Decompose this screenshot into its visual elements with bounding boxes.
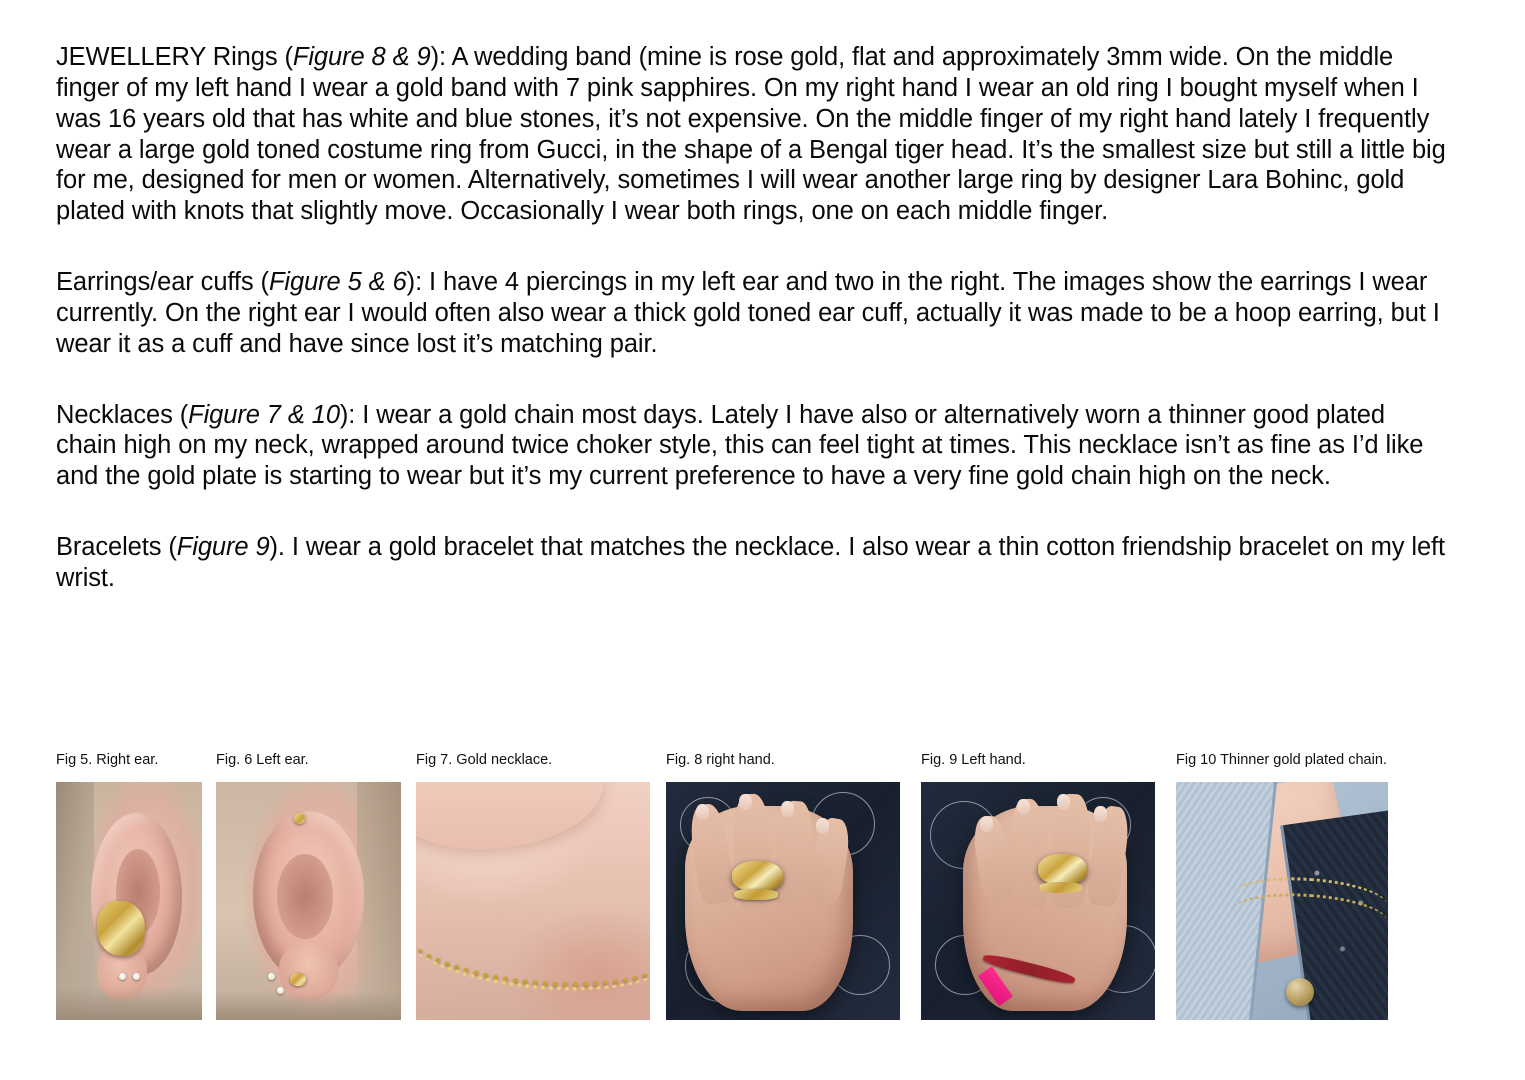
figure-9-image bbox=[921, 782, 1155, 1020]
denim-button bbox=[1286, 978, 1314, 1006]
paragraph-rings-lead: JEWELLERY Rings ( bbox=[56, 43, 293, 71]
fingernail bbox=[781, 801, 794, 817]
figure-9-caption: Fig. 9 Left hand. bbox=[921, 752, 1026, 768]
paragraph-necklaces-figure-ref: Figure 7 & 10 bbox=[188, 400, 340, 429]
fingernail bbox=[1017, 799, 1030, 815]
figure-6-caption: Fig. 6 Left ear. bbox=[216, 752, 309, 768]
paragraph-necklaces-body: ): I wear a gold chain most days. Lately I have also or alternatively worn a thinner good plated chain high on my neck, wrapped around twice choker style, this can feel tight at times. This necklace isn’t as fine as I’d like and the gold plate is starting to wear but it’s my current preference to have a very fine gold chain high on the neck. bbox=[56, 400, 1424, 491]
gold-tiger-head-ring bbox=[732, 861, 783, 892]
gold-ring-band bbox=[734, 889, 778, 900]
paragraph-bracelets bbox=[56, 532, 1446, 594]
figure-9-left-hand bbox=[921, 752, 1176, 1020]
gold-lobe-earring bbox=[290, 973, 306, 986]
figure-10-image bbox=[1176, 782, 1388, 1020]
figure-5-image bbox=[56, 782, 202, 1020]
fingernail bbox=[980, 816, 993, 832]
paragraph-necklaces-lead: Necklaces ( bbox=[56, 400, 189, 429]
figure-7-image bbox=[416, 782, 650, 1020]
paragraph-necklaces bbox=[56, 400, 1446, 493]
paragraph-earrings-body: ): I have 4 piercings in my left ear and two in the right. The images show the earrings I wear currently. On the right ear I would often also wear a thick gold toned ear cuff, actually it was made to be a hoop earring, but I wear it as a cuff and have since lost it’s matching pair. bbox=[56, 268, 1440, 358]
figure-5-caption: Fig 5. Right ear. bbox=[56, 752, 159, 768]
figure-8-right-hand bbox=[666, 752, 921, 1020]
gold-knot-ring bbox=[1038, 854, 1087, 885]
paragraph-rings bbox=[56, 42, 1446, 227]
ear-stud bbox=[268, 973, 275, 980]
hair-strand bbox=[56, 987, 202, 1020]
paragraph-earrings bbox=[56, 267, 1446, 360]
ear-conch bbox=[277, 854, 333, 940]
fingernail bbox=[1057, 794, 1070, 810]
figure-7-gold-necklace bbox=[416, 752, 666, 1020]
figure-strip bbox=[56, 752, 1456, 1020]
figure-5-right-ear bbox=[56, 752, 216, 1020]
paragraph-earrings-figure-ref: Figure 5 & 6 bbox=[268, 268, 407, 297]
paragraph-bracelets-body: ). I wear a gold bracelet that matches the necklace. I also wear a thin cotton friendship bracelet on my left wrist. bbox=[56, 533, 1446, 592]
figure-8-caption: Fig. 8 right hand. bbox=[666, 752, 775, 768]
paragraph-rings-body: ): A wedding band (mine is rose gold, flat and approximately 3mm wide. On the middle finger of my left hand I wear a gold band with 7 pink sapphires. On my right hand I wear an old ring I bought myself when I was 16 years old that has white and blue stones, it’s not expensive. On the middle finger of my right hand lately I frequently wear a large gold toned costume ring from Gucci, in the shape of a Bengal tiger head. It’s the smallest size but still a little big for me, designed for men or women. Alternatively, sometimes I will wear another large ring by designer Lara Bohinc, gold plated with knots that slightly move. Occasionally I wear both rings, one on each middle finger. bbox=[56, 43, 1446, 226]
paragraph-earrings-lead: Earrings/ear cuffs ( bbox=[56, 268, 269, 297]
gold-helix-stud bbox=[294, 813, 305, 824]
fingernail bbox=[816, 818, 829, 834]
figure-6-left-ear bbox=[216, 752, 416, 1020]
paragraph-rings-figure-ref: Figure 8 & 9 bbox=[292, 43, 431, 71]
figure-8-image bbox=[666, 782, 900, 1020]
fingernail bbox=[1094, 806, 1107, 822]
figure-6-image bbox=[216, 782, 401, 1020]
figure-7-caption: Fig 7. Gold necklace. bbox=[416, 752, 553, 768]
fingernail bbox=[696, 804, 709, 820]
hair-strand bbox=[56, 782, 94, 1020]
gold-ear-cuff bbox=[97, 901, 145, 956]
figure-10-caption: Fig 10 Thinner gold plated chain. bbox=[1176, 752, 1387, 768]
paragraph-bracelets-lead: Bracelets ( bbox=[56, 533, 177, 562]
fingernail bbox=[739, 794, 752, 810]
ear-stud bbox=[119, 973, 126, 980]
hair-strand bbox=[216, 992, 401, 1021]
figure-10-thinner-chain bbox=[1176, 752, 1396, 1020]
gold-ring-band bbox=[1040, 882, 1082, 893]
paragraph-bracelets-figure-ref: Figure 9 bbox=[176, 533, 270, 562]
